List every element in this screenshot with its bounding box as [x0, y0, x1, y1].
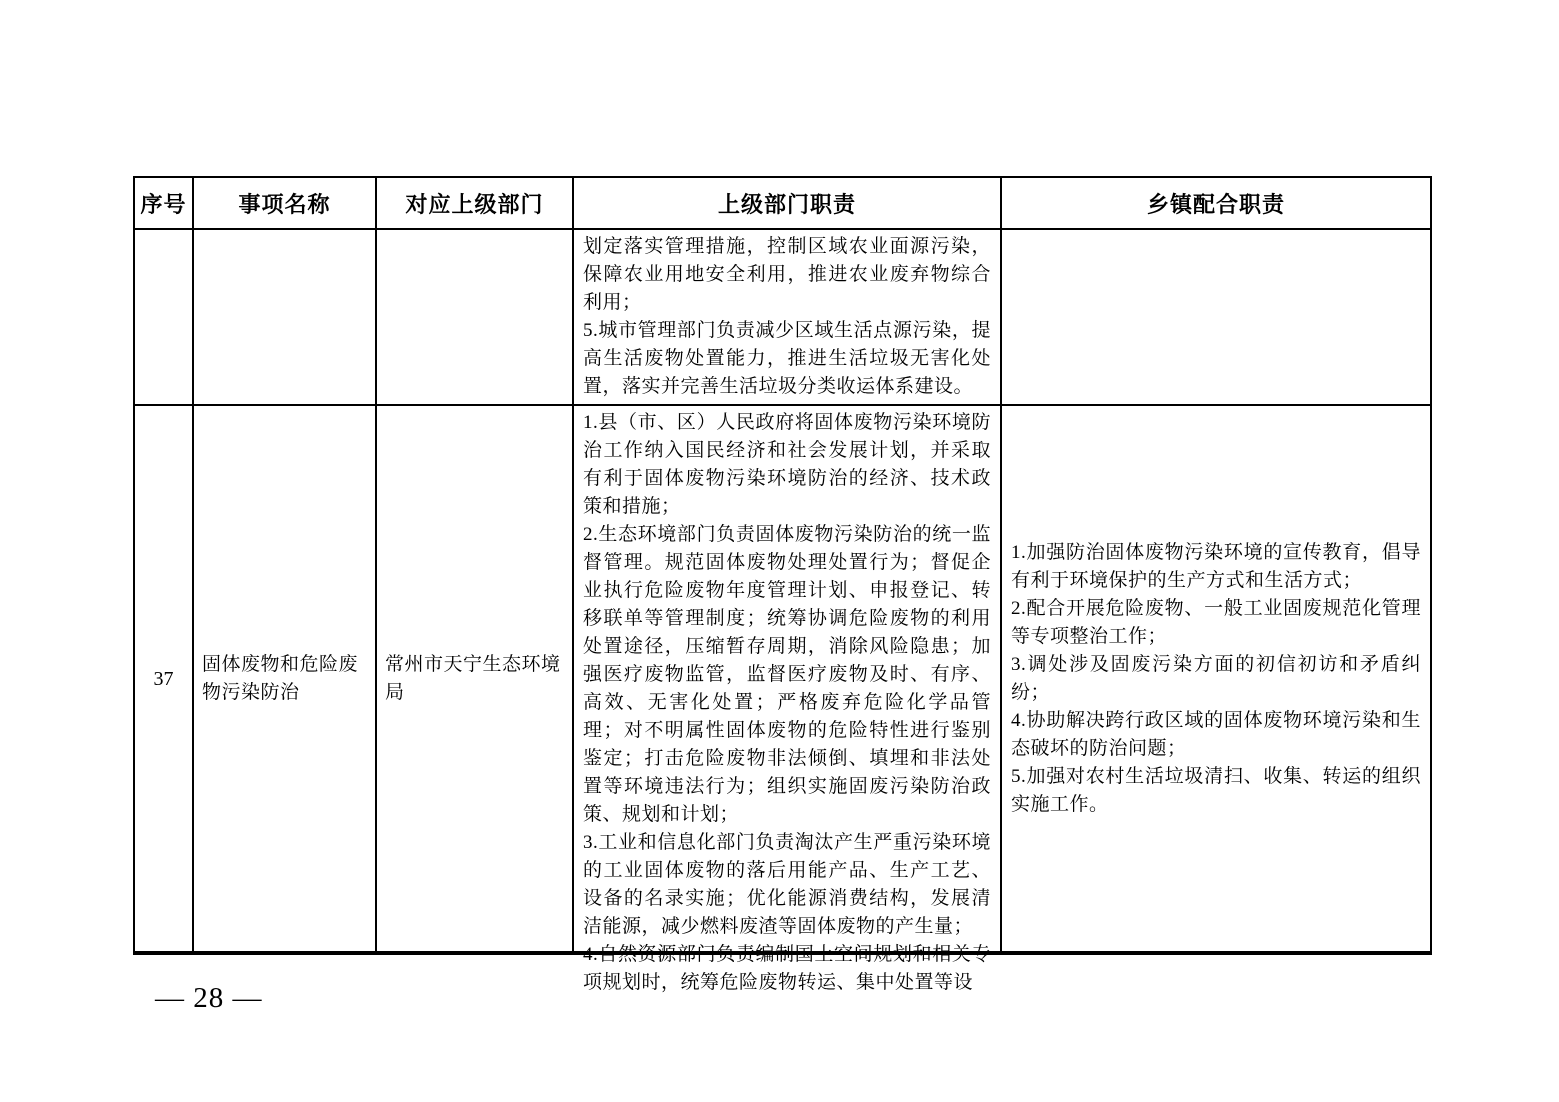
seq-cell: [134, 229, 193, 405]
superior-duties-text: [583, 409, 991, 993]
table-row-37: [134, 405, 1431, 953]
col-header-seq: 序号: [134, 177, 193, 229]
col-header-superior-department: 对应上级部门: [376, 177, 573, 229]
duty-paragraph: 2.配合开展危险废物、一般工业固废规范化管理等专项整治工作；: [1011, 597, 1421, 647]
duty-paragraph: 1.加强防治固体废物污染环境的宣传教育，倡导有利于环境保护的生产方式和生活方式；: [1011, 541, 1421, 591]
duty-paragraph: 4.自然资源部门负责编制国土空间规划和相关专项规划时，统筹危险废物转运、集中处置等设: [583, 944, 991, 993]
superior-duties-cell: [573, 405, 1001, 993]
col-header-item-name: 事项名称: [193, 177, 376, 229]
table-header-row: [134, 177, 1431, 229]
duty-paragraph: 3.工业和信息化部门负责淘汰产生严重污染环境的工业固体废物的落后用能产品、生产工艺、设备的名录实施；优化能源消费结构，发展清洁能源，减少燃料废渣等固体废物的产生量；: [583, 832, 991, 937]
table-row-continuation: [134, 229, 1431, 405]
col-header-township-duties: 乡镇配合职责: [1001, 177, 1431, 229]
item-name-cell: 固体废物和危险废物污染防治: [193, 405, 376, 953]
superior-duties-cell: [573, 229, 1001, 405]
township-duties-cell: [1001, 405, 1431, 953]
department-cell: [376, 229, 573, 405]
duty-paragraph: 划定落实管理措施，控制区域农业面源污染，保障农业用地安全利用，推进农业废弃物综合利用；: [583, 236, 991, 313]
department-cell: 常州市天宁生态环境局: [376, 405, 573, 953]
seq-cell: 37: [134, 405, 193, 953]
col-header-superior-duties: 上级部门职责: [573, 177, 1001, 229]
superior-duties-text: [583, 233, 991, 401]
duty-paragraph: 3.调处涉及固废污染方面的初信初访和矛盾纠纷；: [1011, 653, 1421, 703]
township-duties-cell: [1001, 229, 1431, 405]
duty-paragraph: 4.协助解决跨行政区域的固体废物环境污染和生态破坏的防治问题；: [1011, 709, 1421, 759]
duty-paragraph: 2.生态环境部门负责固体废物污染防治的统一监督管理。规范固体废物处理处置行为；督促企业执行危险废物年度管理计划、申报登记、转移联单等管理制度；统筹协调危险废物的利用处置途径，压缩暂存周期，消除风险隐患；加强医疗废物监管，监督医疗废物及时、有序、高效、无害化处置；严格废弃危险化学品管理；对不明属性固体废物的危险特性进行鉴别鉴定；打击危险废物非法倾倒、填埋和非法处置等环境违法行为；组织实施固废污染防治政策、规划和计划；: [583, 524, 991, 825]
duty-paragraph: 1.县（市、区）人民政府将固体废物污染环境防治工作纳入国民经济和社会发展计划，并采取有利于固体废物污染环境防治的经济、技术政策和措施；: [583, 412, 991, 517]
page-number: — 28 —: [155, 982, 263, 1014]
item-name-cell: [193, 229, 376, 405]
duty-paragraph: 5.加强对农村生活垃圾清扫、收集、转运的组织实施工作。: [1011, 765, 1421, 815]
duty-paragraph: 5.城市管理部门负责减少区域生活点源污染，提高生活废物处置能力，推进生活垃圾无害化处置，落实并完善生活垃圾分类收运体系建设。: [583, 320, 991, 397]
duties-table: [133, 176, 1432, 993]
